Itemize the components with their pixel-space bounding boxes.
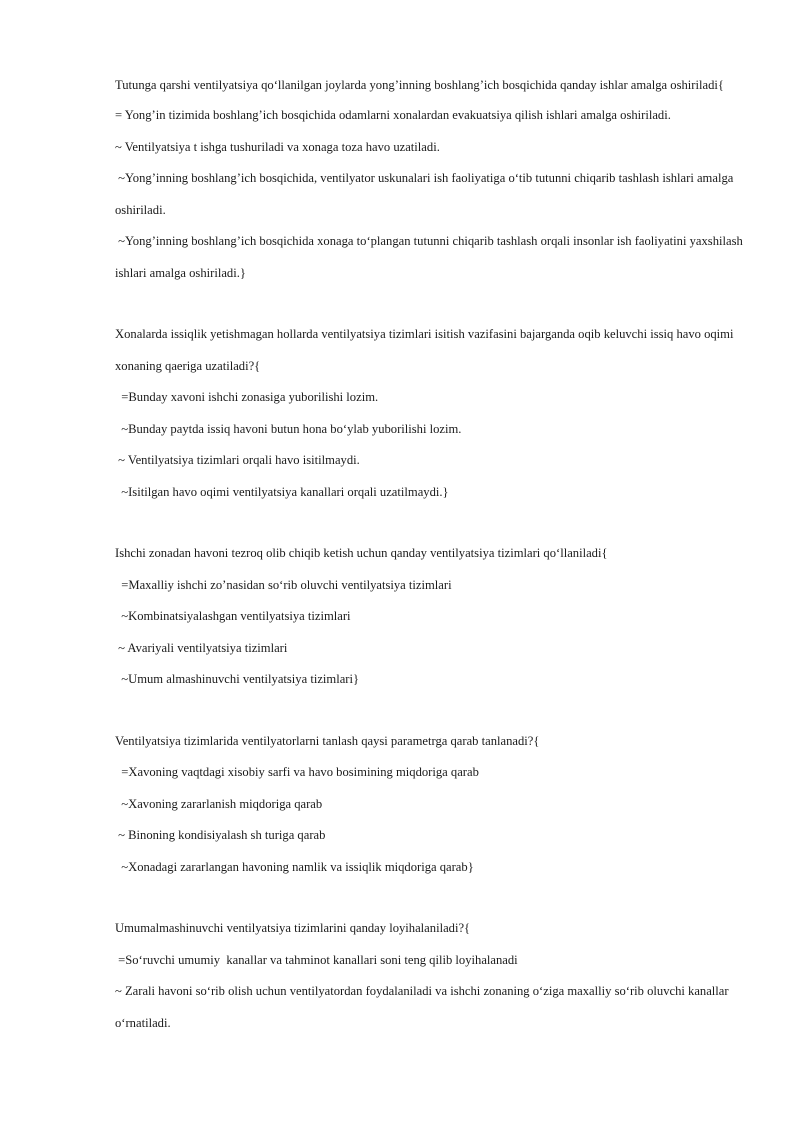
answer-option: = Yong’in tizimida boshlang’ich bosqichida odamlarni xonalardan evakuatsiya qilish ishlari amalga oshiriladi. bbox=[115, 108, 671, 122]
answer-option: =Bunday xavoni ishchi zonasiga yuborilishi lozim. bbox=[115, 390, 379, 404]
answer-option: ~Xonadagi zararlangan havoning namlik va issiqlik miqdoriga qarab} bbox=[115, 859, 474, 874]
document-page bbox=[115, 76, 747, 1069]
question-block-5 bbox=[115, 913, 747, 1039]
answer-option: =Xavoning vaqtdagi xisobiy sarfi va havo bosimining miqdoriga qarab bbox=[115, 765, 479, 779]
answer-option: ~Isitilgan havo oqimi ventilyatsiya kanallari orqali uzatilmaydi.} bbox=[115, 484, 449, 499]
answer-option: ~Umum almashinuvchi ventilyatsiya tizimlari} bbox=[115, 672, 360, 686]
question-block-3 bbox=[115, 538, 747, 696]
question-text: Xonalarda issiqlik yetishmagan hollarda ventilyatsiya tizimlari isitish vazifasini bajarganda oqib keluvchi issiq havo oqimi xonaning qaeriga uzatiladi?{ bbox=[115, 327, 737, 373]
question-block-2 bbox=[115, 319, 747, 508]
question-text: Ventilyatsiya tizimlarida ventilyatorlarni tanlash qaysi parametrga qarab tanlanadi?{ bbox=[115, 733, 540, 748]
answer-option: ~Bunday paytda issiq havoni butun hona bo‘ylab yuborilishi lozim. bbox=[115, 421, 462, 436]
question-text: Tutunga qarshi ventilyatsiya qo‘llanilgan joylarda yong’inning boshlang’ich bosqichida qanday ishlar amalga oshiriladi{ bbox=[115, 78, 724, 92]
answer-option: ~Kombinatsiyalashgan ventilyatsiya tizimlari bbox=[115, 609, 351, 623]
answer-option: ~Xavoning zararlanish miqdoriga qarab bbox=[115, 796, 323, 811]
answer-option: ~ Ventilyatsiya t ishga tushuriladi va xonaga toza havo uzatiladi. bbox=[115, 139, 440, 154]
answer-option: =So‘ruvchi umumiy kanallar va tahminot kanallari soni teng qilib loyihalanadi bbox=[115, 952, 518, 967]
answer-option: ~Yong’inning boshlang’ich bosqichida, ventilyator uskunalari ish faoliyatiga o‘tib tutunni chiqarib tashlash ishlari amalga oshiriladi. bbox=[115, 171, 737, 217]
question-text: Umumalmashinuvchi ventilyatsiya tizimlarini qanday loyihalaniladi?{ bbox=[115, 921, 471, 935]
answer-option: ~ Binoning kondisiyalash sh turiga qarab bbox=[115, 828, 326, 842]
question-block-4 bbox=[115, 726, 747, 884]
answer-option: ~ Zarali havoni so‘rib olish uchun ventilyatordan foydalaniladi va ishchi zonaning o‘ziga maxalliy so‘rib oluvchi kanallar o‘rnatiladi. bbox=[115, 984, 732, 1030]
answer-option: ~ Avariyali ventilyatsiya tizimlari bbox=[115, 640, 288, 655]
answer-option: ~ Ventilyatsiya tizimlari orqali havo isitilmaydi. bbox=[115, 453, 360, 467]
answer-option: ~Yong’inning boshlang’ich bosqichida xonaga to‘plangan tutunni chiqarib tashlash orqali insonlar ish faoliyatini yaxshilash ishlari amalga oshiriladi.} bbox=[115, 234, 746, 280]
question-text: Ishchi zonadan havoni tezroq olib chiqib ketish uchun qanday ventilyatsiya tizimlari qo‘llaniladi{ bbox=[115, 546, 608, 560]
answer-option: =Maxalliy ishchi zo’nasidan so‘rib oluvchi ventilyatsiya tizimlari bbox=[115, 577, 452, 592]
question-block-1 bbox=[115, 76, 747, 289]
